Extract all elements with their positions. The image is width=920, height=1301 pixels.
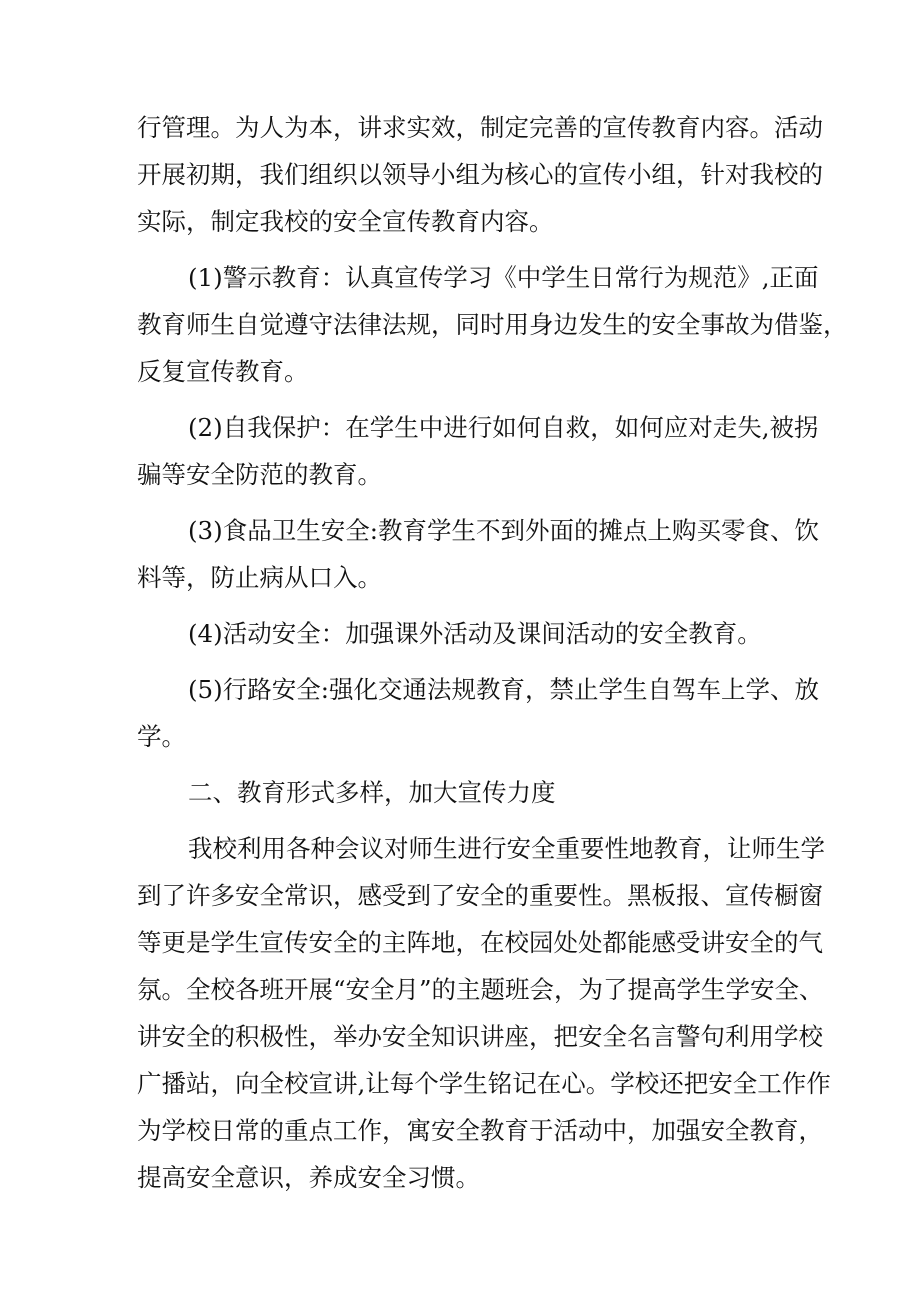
text-line: (2)自我保护：在学生中进行如何自救，如何应对走失,被拐 [188, 413, 819, 442]
section-heading [137, 769, 793, 816]
document-body [137, 104, 848, 1201]
text-line: 料等，防止病从口入。 [137, 563, 382, 592]
text-line: (5)行路安全:强化交通法规教育，禁止学生自驾车上学、放 [188, 675, 819, 704]
paragraph-item-1 [137, 254, 848, 395]
text-line: 提高安全意识，养成安全习惯。 [137, 1163, 480, 1192]
text-line: 实际，制定我校的安全宣传教育内容。 [137, 207, 554, 236]
paragraph-section-2-body [137, 825, 831, 1201]
text-line: (4)活动安全：加强课外活动及课间活动的安全教育。 [188, 619, 762, 648]
paragraph-intro-continuation [137, 104, 823, 245]
text-line: 到了许多安全常识，感受到了安全的重要性。黑板报、宣传橱窗 [137, 881, 823, 910]
text-line: 开展初期，我们组织以领导小组为核心的宣传小组，针对我校的 [137, 160, 823, 189]
text-line: (1)警示教育：认真宣传学习《中学生日常行为规范》,正面 [188, 263, 819, 292]
text-line: 反复宣传教育。 [137, 357, 309, 386]
text-line: 为学校日常的重点工作，寓安全教育于活动中，加强安全教育， [137, 1116, 823, 1145]
text-line: 学。 [137, 722, 186, 751]
text-line: 骗等安全防范的教育。 [137, 460, 382, 489]
paragraph-item-3 [137, 507, 819, 601]
text-line: 教育师生自觉遵守法律法规，同时用身边发生的安全事故为借鉴， [137, 310, 848, 339]
section-heading-text: 二、教育形式多样，加大宣传力度 [188, 778, 556, 807]
text-line: 讲安全的积极性，举办安全知识讲座，把安全名言警句利用学校 [137, 1022, 823, 1051]
text-line: 广播站，向全校宣讲,让每个学生铭记在心。学校还把安全工作作 [137, 1069, 831, 1098]
text-line: (3)食品卫生安全:教育学生不到外面的摊点上购买零食、饮 [188, 516, 819, 545]
text-line: 行管理。为人为本，讲求实效，制定完善的宣传教育内容。活动 [137, 113, 823, 142]
text-line: 我校利用各种会议对师生进行安全重要性地教育，让师生学 [188, 834, 825, 863]
paragraph-item-2 [137, 404, 819, 498]
paragraph-item-5 [137, 666, 819, 760]
text-line: 等更是学生宣传安全的主阵地，在校园处处都能感受讲安全的气 [137, 928, 823, 957]
text-line: 氛。全校各班开展“安全月”的主题班会，为了提高学生学安全、 [137, 975, 824, 1004]
paragraph-item-4 [137, 610, 793, 657]
